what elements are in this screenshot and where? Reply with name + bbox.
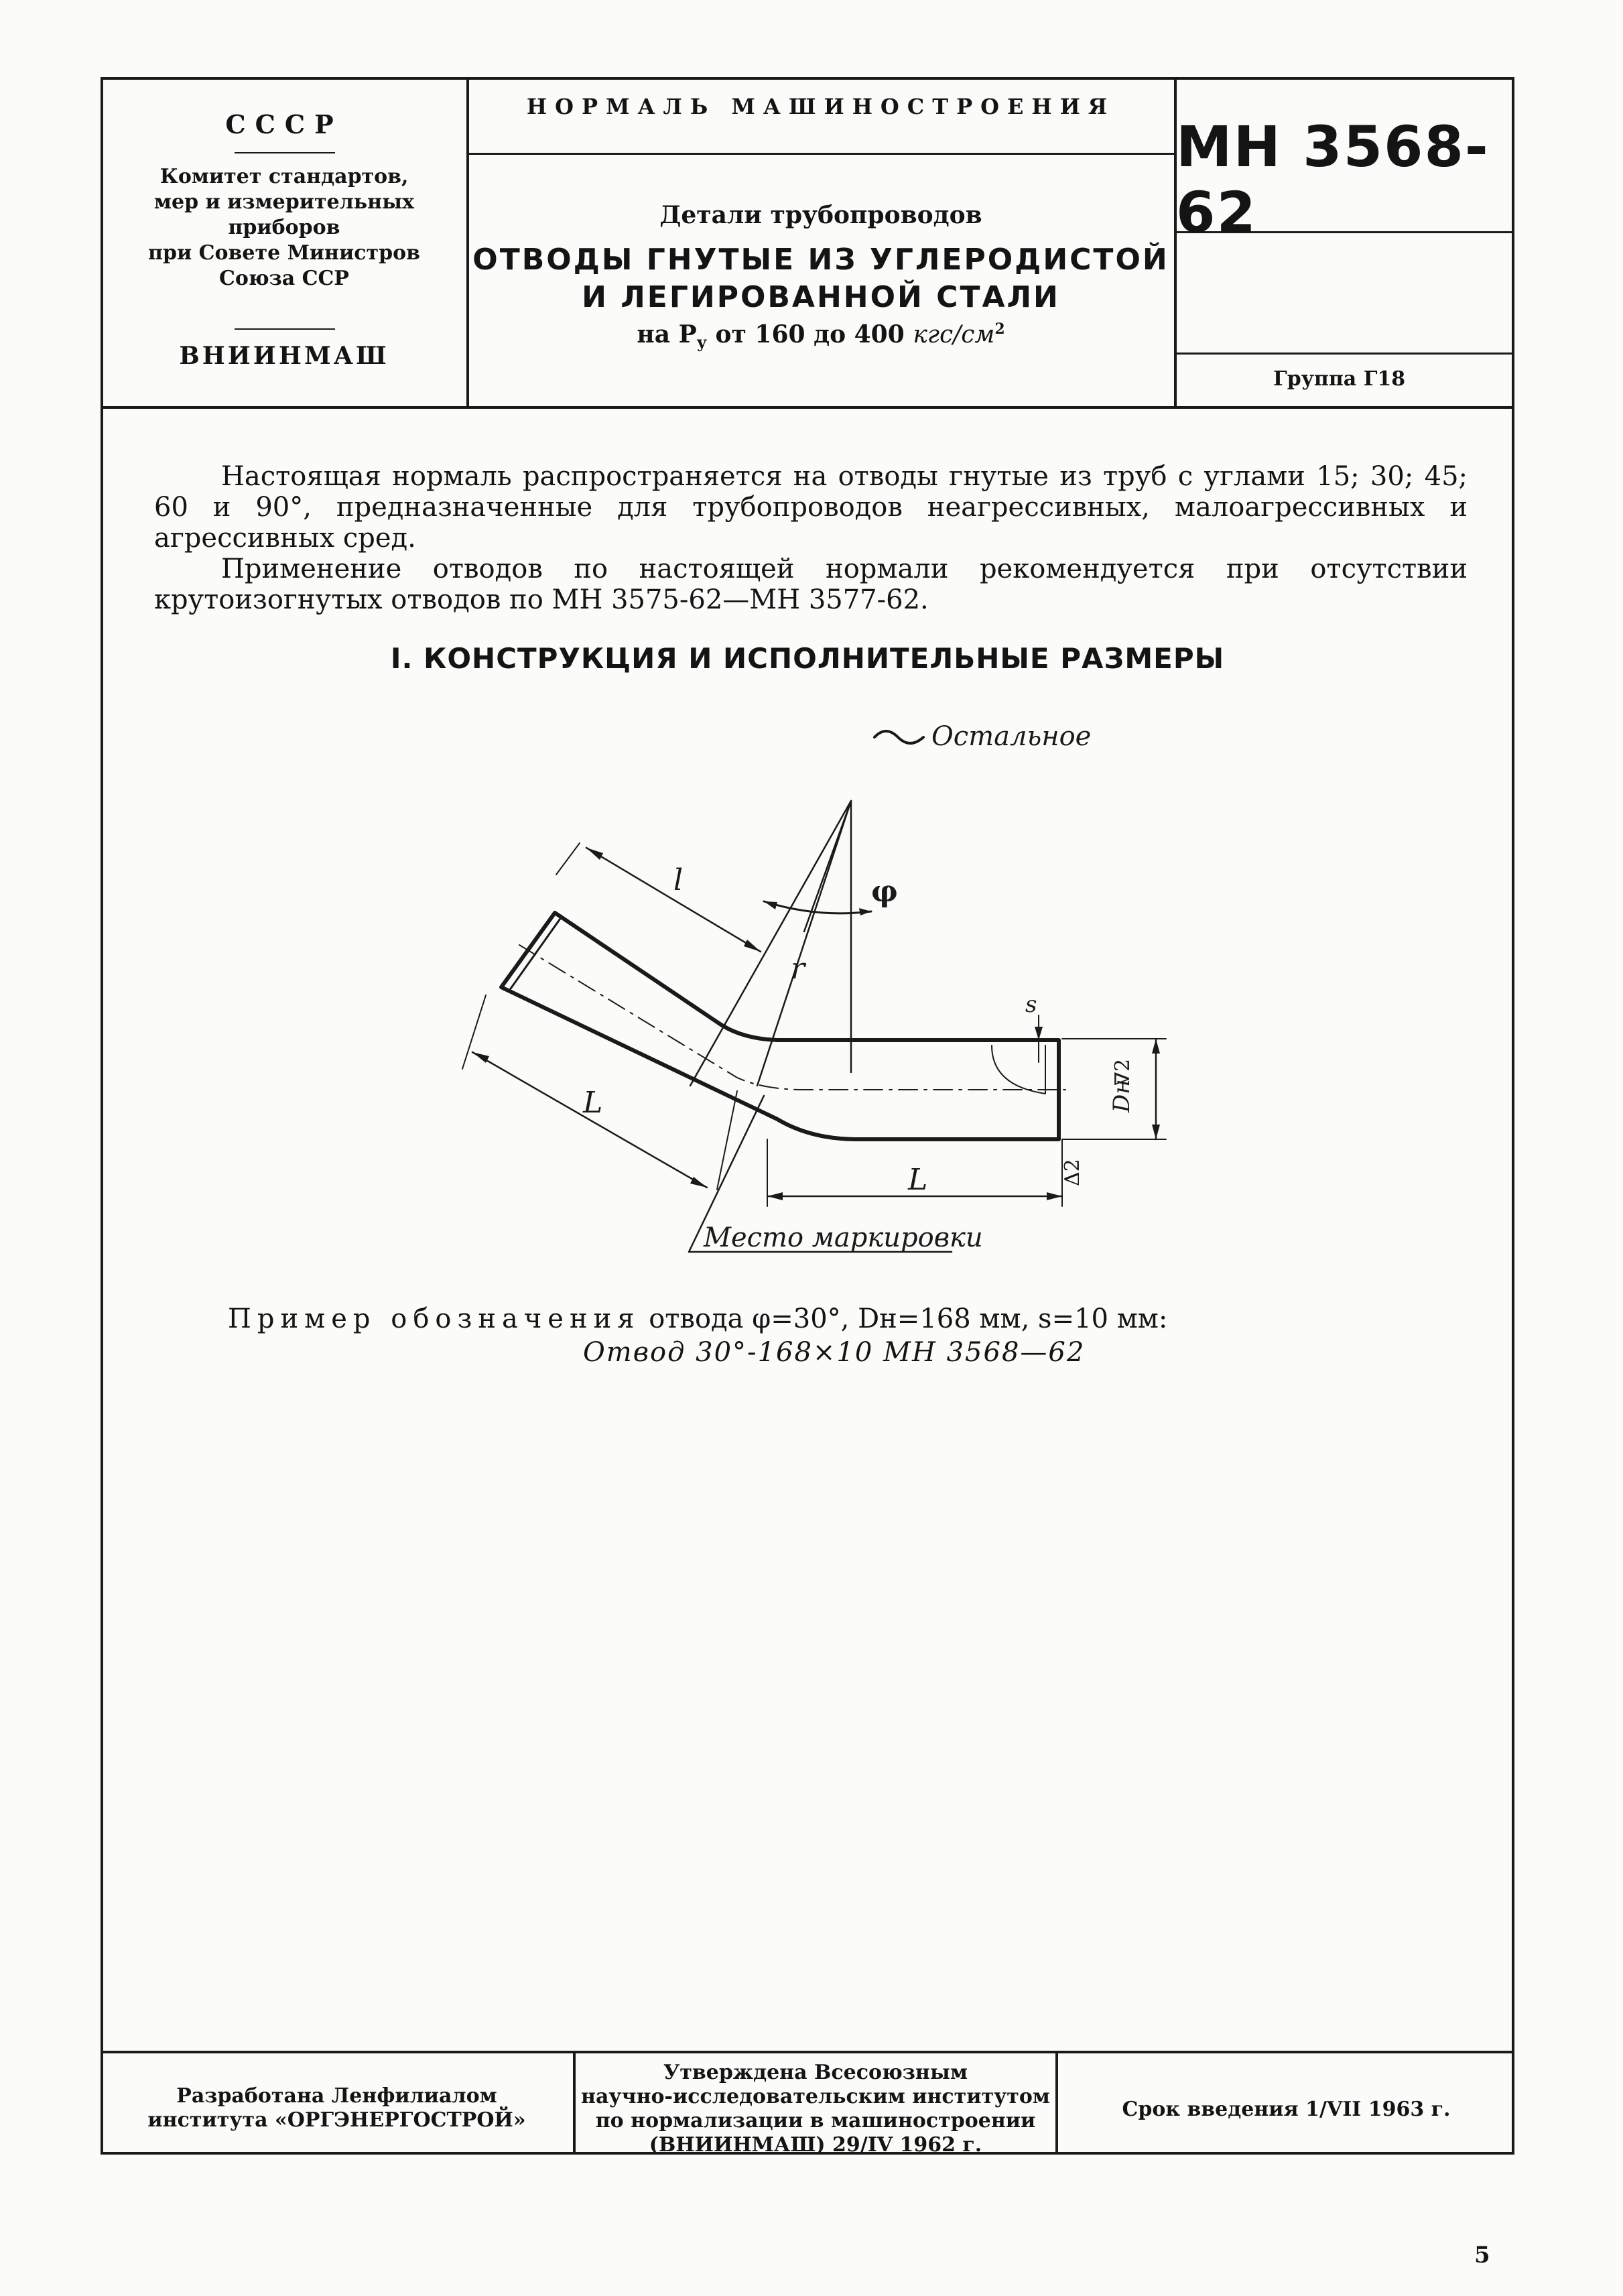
dimension-line-L	[472, 1052, 707, 1188]
example-text: отвода φ=30°, Dн=168 мм, s=10 мм:	[649, 1303, 1168, 1334]
pressure-units: кгс/см	[913, 321, 995, 348]
group-rule	[1177, 353, 1514, 355]
footer-line: по нормализации в машиностроении	[595, 2109, 1036, 2132]
document-title	[469, 241, 1173, 316]
page-number: 5	[1474, 2242, 1490, 2269]
footer-line: Утверждена Всесоюзным	[663, 2061, 968, 2084]
group-label: Группа Г18	[1273, 367, 1406, 391]
usage-paragraph: Применение отводов по настоящей нормали рекомендуется при отсутствии крутоизогнутых отводов по МН 3575-62—МН 3577-62.	[154, 554, 1468, 615]
authority-divider-top	[235, 152, 335, 153]
committee-line: мер и измерительных	[153, 190, 415, 214]
arrow-icon	[1047, 1192, 1062, 1200]
arrow-icon	[586, 848, 603, 860]
label-s: s	[1025, 991, 1037, 1018]
pressure-subscript: у	[696, 332, 708, 353]
pressure-text: от 160 до 400	[707, 320, 913, 348]
example-label: Пример обозначения	[228, 1303, 641, 1334]
arrow-icon	[1152, 1039, 1160, 1054]
title-line: ОТВОДЫ ГНУТЫЕ ИЗ УГЛЕРОДИСТОЙ	[472, 243, 1169, 277]
label-dn: Dн	[1108, 1079, 1135, 1112]
norm-title: НОРМАЛЬ МАШИНОСТРОЕНИЯ	[526, 94, 1116, 119]
standard-code: МН 3568-62	[1176, 114, 1490, 245]
arrow-icon	[859, 908, 871, 915]
extension-line	[556, 843, 580, 875]
pipe-end-wall	[509, 917, 562, 991]
committee-line: Союза ССР	[219, 267, 349, 290]
label-r: r	[791, 952, 805, 986]
organization-name: ВНИИНМАШ	[179, 342, 389, 370]
wall-section	[992, 1045, 1045, 1094]
document-subtitle: Детали трубопроводов	[659, 201, 982, 229]
label-phi: φ	[871, 875, 898, 909]
arrow-icon	[764, 901, 777, 909]
arrow-icon	[767, 1192, 783, 1200]
developed-by	[101, 2084, 573, 2132]
country-name: СССР	[225, 109, 343, 139]
footer-line: Разработана Ленфилиалом	[176, 2084, 497, 2108]
footer-top-rule	[101, 2051, 1514, 2053]
label-roughness: ∇2	[1111, 1058, 1134, 1086]
footer-line: (ВНИИНМАШ) 29/IV 1962 г.	[649, 2133, 982, 2157]
committee-line: Комитет стандартов,	[159, 165, 409, 188]
bend-drawing	[402, 710, 1240, 1287]
pressure-prefix: на P	[637, 320, 697, 348]
norm-title-rule	[469, 153, 1174, 155]
committee-line: приборов	[228, 216, 340, 239]
arrow-icon	[744, 940, 761, 952]
authority-divider	[235, 328, 335, 330]
scope-paragraph: Настоящая нормаль распространяется на отводы гнутые из труб с углами 15; 30; 45; 60 и 90°, предназначенные для трубопроводов неагрессивных, малоагрессивных и агрессивных сред.	[154, 461, 1468, 554]
section-title: I. КОНСТРУКЦИЯ И ИСПОЛНИТЕЛЬНЫЕ РАЗМЕРЫ	[390, 642, 1225, 675]
pressure-range	[469, 320, 1173, 352]
marking-label: Место маркировки	[704, 1222, 983, 1253]
label-L: L	[583, 1086, 603, 1120]
designation-example	[228, 1303, 1167, 1334]
document-title-block	[469, 201, 1173, 352]
label-delta: Δ2	[1061, 1159, 1084, 1186]
footer-line: научно-исследовательским институтом	[581, 2085, 1050, 2108]
issuing-authority	[101, 77, 468, 409]
pressure-exponent: 2	[994, 320, 1005, 338]
extension-line	[717, 1091, 737, 1190]
effective-date: Срок введения 1/VII 1963 г.	[1122, 2098, 1451, 2121]
footer-line: института «ОРГЭНЕРГОСТРОЙ»	[147, 2108, 526, 2132]
example-designation: Отвод 30°-168×10 МН 3568—62	[583, 1337, 1086, 1368]
approved-by	[576, 2061, 1055, 2157]
title-line: И ЛЕГИРОВАННОЙ СТАЛИ	[582, 280, 1060, 314]
committee-line: при Совете Министров	[148, 241, 420, 265]
committee-name	[101, 164, 468, 292]
label-l: l	[673, 863, 684, 897]
roughness-note: Остальное	[931, 721, 1092, 752]
roughness-symbol-icon	[874, 731, 923, 743]
arrow-icon	[1152, 1125, 1160, 1139]
label-L-bottom: L	[908, 1163, 928, 1197]
